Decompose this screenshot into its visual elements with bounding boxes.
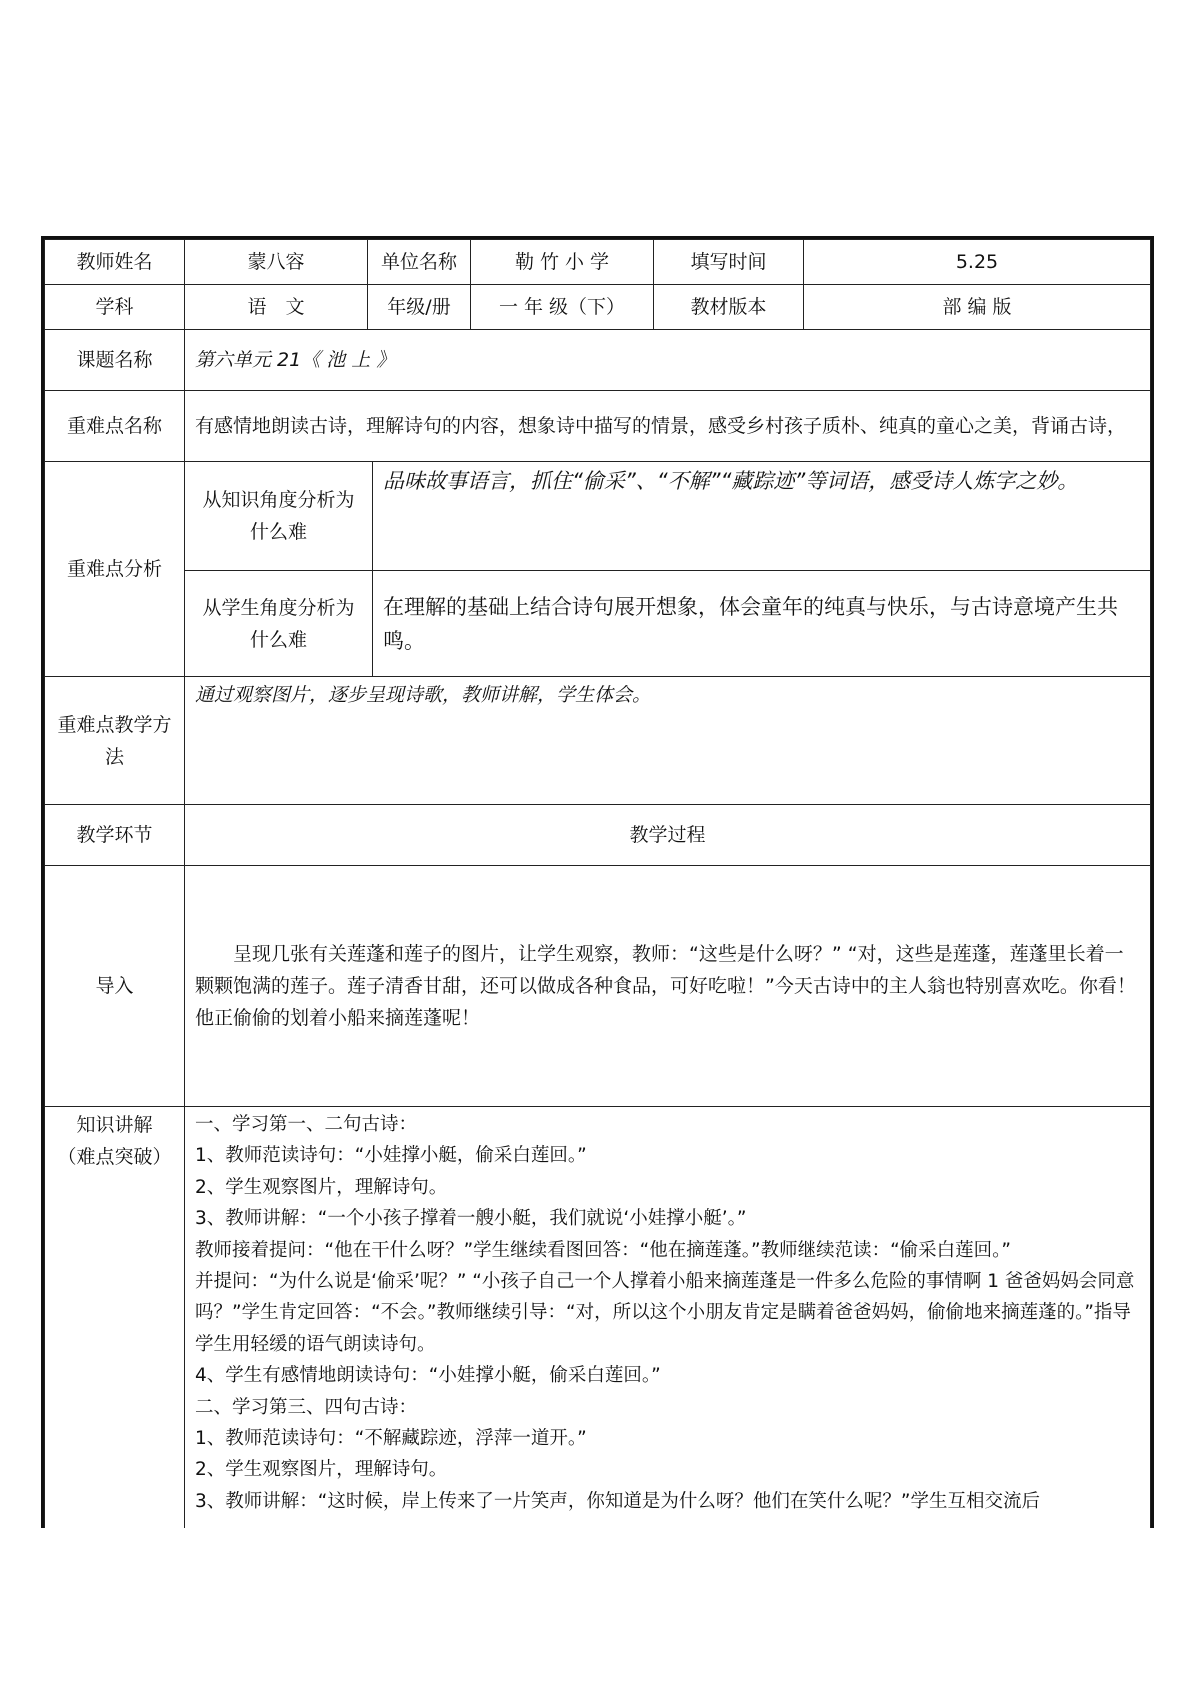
header-table	[44, 239, 1151, 330]
knowledge-angle-label: 从知识角度分析为什么难	[185, 462, 373, 571]
knowledge-angle-value: 品味故事语言，抓住“偷采”、“不解”“藏踪迹”等词语，感受诗人炼字之妙。	[373, 462, 1151, 571]
analysis-label: 重难点分析	[45, 462, 185, 677]
edition-value: 部 编 版	[804, 285, 1151, 330]
teacher-value: 蒙八容	[185, 240, 368, 285]
knowledge-line: 教师接着提问：“他在干什么呀？”学生继续看图回答：“他在摘莲蓬。”教师继续范读：“偷采白莲回。”	[195, 1239, 1012, 1261]
knowledge-line: 二、学习第三、四句古诗：	[195, 1396, 418, 1418]
intro-text: 呈现几张有关莲蓬和莲子的图片，让学生观察，教师：“这些是什么呀？” “对，这些是莲蓬，莲蓬里长着一颗颗饱满的莲子。莲子清香甘甜，还可以做成各种食品，可好吃啦！”今天古诗中的主人翁也特别喜欢吃。你看！他正偷偷的划着小船来摘莲蓬呢！	[195, 943, 1136, 1029]
unit-label: 单位名称	[368, 240, 471, 285]
date-label: 填写时间	[654, 240, 804, 285]
grade-value: 一 年 级（下）	[471, 285, 654, 330]
topic-row	[45, 330, 1151, 391]
topic-label: 课题名称	[45, 330, 185, 391]
key-points-label: 重难点名称	[45, 391, 185, 462]
topic-value: 第六单元 21《 池 上 》	[185, 330, 1151, 391]
intro-row	[45, 866, 1151, 1107]
knowledge-line: 3、教师讲解：“一个小孩子撑着一艘小艇，我们就说‘小娃撑小艇’。”	[195, 1208, 747, 1230]
knowledge-line: 2、学生观察图片，理解诗句。	[195, 1176, 448, 1198]
knowledge-line: 1、教师范读诗句：“不解藏踪迹，浮萍一道开。”	[195, 1428, 587, 1450]
knowledge-label-line2: （难点突破）	[57, 1146, 172, 1168]
knowledge-content	[185, 1107, 1151, 1529]
intro-label: 导入	[45, 866, 185, 1107]
student-angle-label: 从学生角度分析为什么难	[185, 571, 373, 677]
unit-value: 勒 竹 小 学	[471, 240, 654, 285]
method-label: 重难点教学方法	[45, 677, 185, 805]
knowledge-label-line1: 知识讲解	[76, 1114, 153, 1136]
date-value: 5.25	[804, 240, 1151, 285]
header-row-1	[45, 240, 1151, 285]
knowledge-line: 3、教师讲解：“这时候，岸上传来了一片笑声，你知道是为什么呀？他们在笑什么呢？”学生互相交流后	[195, 1490, 1040, 1512]
key-points-value: 有感情地朗读古诗，理解诗句的内容，想象诗中描写的情景，感受乡村孩子质朴、纯真的童心之美，背诵古诗，	[185, 391, 1151, 462]
method-value: 通过观察图片，逐步呈现诗歌，教师讲解，学生体会。	[185, 677, 1151, 805]
knowledge-line: 2、学生观察图片，理解诗句。	[195, 1459, 448, 1481]
knowledge-line: 4、学生有感情地朗读诗句：“小娃撑小艇，偷采白莲回。”	[195, 1365, 661, 1387]
key-points-row	[45, 391, 1151, 462]
stage-label: 教学环节	[45, 805, 185, 866]
knowledge-line: 1、教师范读诗句：“小娃撑小艇，偷采白莲回。”	[195, 1145, 587, 1167]
lesson-plan-table	[41, 236, 1154, 1528]
knowledge-label-cell	[45, 1107, 185, 1529]
analysis-row-student	[45, 571, 1151, 677]
knowledge-row	[45, 1107, 1151, 1529]
body-table	[44, 329, 1151, 1528]
subject-label: 学科	[45, 285, 185, 330]
knowledge-line: 并提问：“为什么说是‘偷采’呢？” “小孩子自己一个人撑着小船来摘莲蓬是一件多么危险的事情啊 1 爸爸妈妈会同意吗？”学生肯定回答：“不会。”教师继续引导：“对，所以这个小朋友肯定是瞒着爸爸妈妈，偷偷地来摘莲蓬的。”指导学生用轻缓的语气朗读诗句。	[195, 1271, 1135, 1355]
knowledge-line: 一、学习第一、二句古诗：	[195, 1114, 418, 1135]
method-row	[45, 677, 1151, 805]
header-row-2	[45, 285, 1151, 330]
process-label: 教学过程	[185, 805, 1151, 866]
student-angle-value: 在理解的基础上结合诗句展开想象，体会童年的纯真与快乐，与古诗意境产生共鸣。	[373, 571, 1151, 677]
analysis-row-knowledge	[45, 462, 1151, 571]
grade-label: 年级/册	[368, 285, 471, 330]
edition-label: 教材版本	[654, 285, 804, 330]
process-header-row	[45, 805, 1151, 866]
subject-value: 语 文	[185, 285, 368, 330]
teacher-label: 教师姓名	[45, 240, 185, 285]
